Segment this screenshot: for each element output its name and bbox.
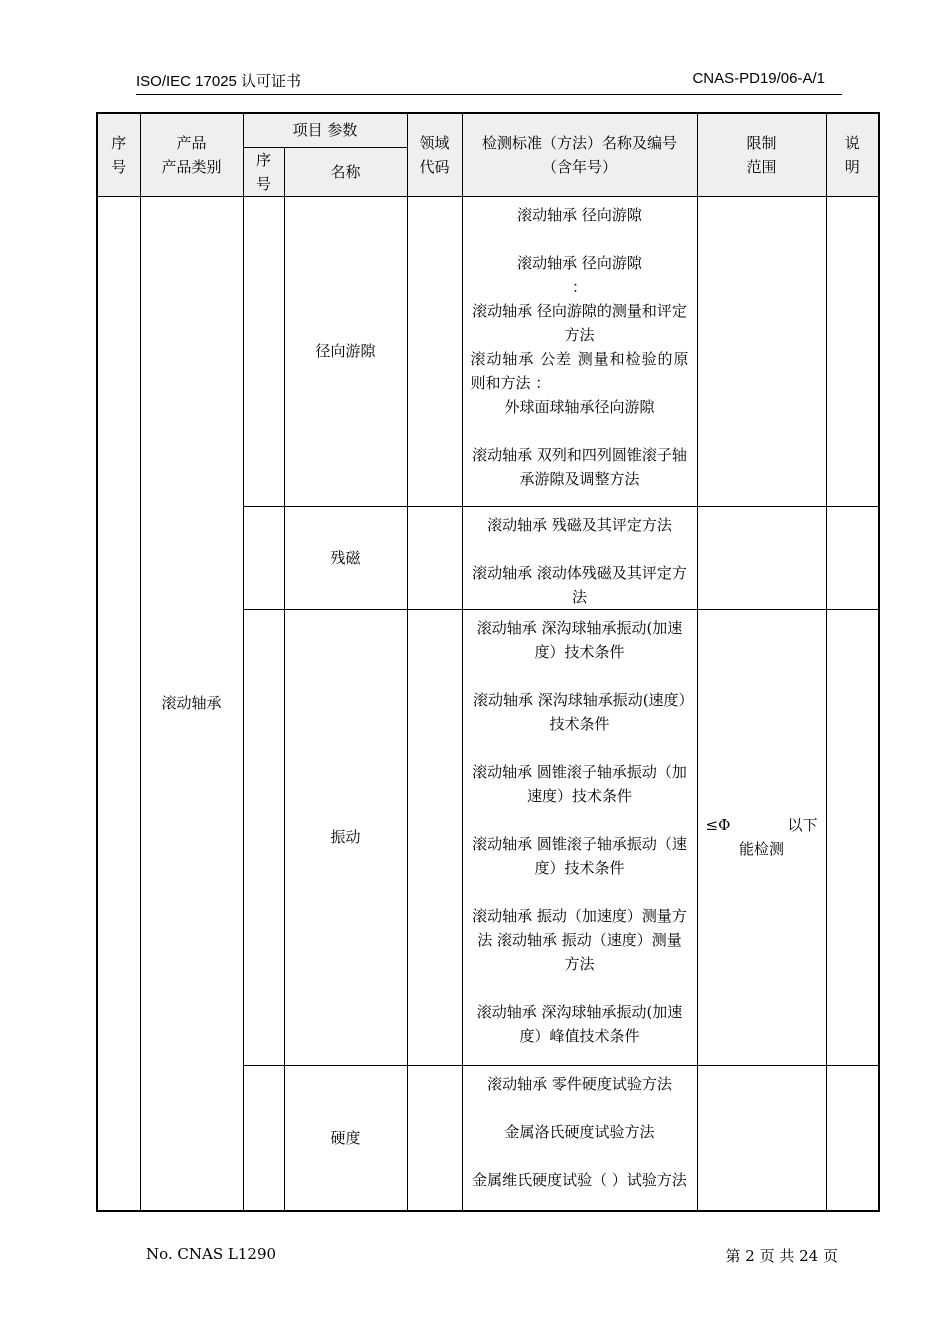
standard-item: 滚动轴承 振动（加速度）测量方法 滚动轴承 振动（速度）测量方法 bbox=[472, 906, 687, 973]
standard-item: 金属洛氏硬度试验方法 bbox=[504, 1122, 655, 1141]
product-category-cell: 滚动轴承 bbox=[140, 196, 243, 1211]
sub-seq-cell bbox=[243, 506, 284, 609]
field-code-cell bbox=[407, 609, 462, 1065]
param-name-cell: 径向游隙 bbox=[284, 196, 407, 506]
sub-seq-cell bbox=[243, 609, 284, 1065]
header-document-code: CNAS-PD19/06-A/1 bbox=[692, 70, 825, 87]
standard-item: 滚动轴承 深沟球轴承振动(速度）技术条件 bbox=[472, 690, 687, 733]
limit-detect: 能检测 bbox=[738, 840, 784, 858]
standards-cell bbox=[462, 196, 697, 506]
standard-item: 滚动轴承 圆锥滚子轴承振动（加速度）技术条件 bbox=[472, 762, 687, 805]
standard-item: 金属维氏硬度试验（ ）试验方法 bbox=[472, 1170, 687, 1189]
footer-page-number: 第 2 页 共 24 页 bbox=[725, 1247, 838, 1265]
standard-item: 滚动轴承 滚动体残磁及其评定方法 bbox=[472, 563, 687, 606]
col-sub-seq-header: 序号 bbox=[243, 147, 284, 196]
remark-cell bbox=[826, 196, 879, 506]
standard-item: 滚动轴承 零件硬度试验方法 bbox=[487, 1074, 672, 1093]
standard-item: 滚动轴承 深沟球轴承振动(加速度）峰值技术条件 bbox=[476, 1002, 683, 1045]
row-seq-cell bbox=[97, 196, 140, 1211]
limit-cell bbox=[697, 609, 826, 1065]
table-row bbox=[97, 196, 879, 506]
col-item-param-header: 项目 参数 bbox=[243, 113, 407, 147]
limit-cell bbox=[697, 196, 826, 506]
header-certificate-title: ISO/IEC 17025 认可证书 bbox=[136, 73, 302, 90]
standard-item: 滚动轴承 公差 测量和检验的原则和方法 ： bbox=[470, 349, 689, 392]
param-name-cell: 硬度 bbox=[284, 1065, 407, 1211]
standard-item: 滚动轴承 双列和四列圆锥滚子轴承游隙及调整方法 bbox=[472, 445, 687, 488]
remark-cell bbox=[826, 1065, 879, 1211]
field-code-cell bbox=[407, 506, 462, 609]
standard-item: 滚动轴承 圆锥滚子轴承振动（速度）技术条件 bbox=[472, 834, 687, 877]
standard-item: 滚动轴承 深沟球轴承振动(加速度）技术条件 bbox=[476, 618, 683, 661]
remark-cell bbox=[826, 506, 879, 609]
standards-cell bbox=[462, 609, 697, 1065]
col-field-code-header: 领域 代码 bbox=[407, 113, 462, 196]
param-name-cell: 振动 bbox=[284, 609, 407, 1065]
col-sub-name-header: 名称 bbox=[284, 147, 407, 196]
limit-below: 以下 bbox=[787, 816, 818, 834]
standard-item: 滚动轴承 径向游隙的测量和评定方法 bbox=[472, 301, 687, 344]
sub-seq-cell bbox=[243, 1065, 284, 1211]
standards-cell bbox=[462, 506, 697, 609]
col-product-header: 产品 产品类别 bbox=[140, 113, 243, 196]
col-seq-header: 序号 bbox=[97, 113, 140, 196]
field-code-cell bbox=[407, 1065, 462, 1211]
col-standard-header: 检测标准（方法）名称及编号 （含年号） bbox=[462, 113, 697, 196]
limit-symbol: ≤Φ bbox=[705, 816, 731, 834]
remark-cell bbox=[826, 609, 879, 1065]
param-name-cell: 残磁 bbox=[284, 506, 407, 609]
standard-item: 滚动轴承 径向游隙 ： bbox=[517, 253, 642, 296]
limit-cell bbox=[697, 1065, 826, 1211]
standards-cell bbox=[462, 1065, 697, 1211]
standard-item: 滚动轴承 径向游隙 bbox=[517, 205, 642, 224]
footer-certificate-number: No. CNAS L1290 bbox=[146, 1245, 277, 1263]
field-code-cell bbox=[407, 196, 462, 506]
col-remark-header: 说 明 bbox=[826, 113, 879, 196]
standard-item: 滚动轴承 残磁及其评定方法 bbox=[487, 515, 672, 534]
limit-cell bbox=[697, 506, 826, 609]
sub-seq-cell bbox=[243, 196, 284, 506]
col-limit-header: 限制 范围 bbox=[697, 113, 826, 196]
accreditation-table bbox=[96, 112, 880, 1212]
standard-item: 外球面球轴承径向游隙 bbox=[504, 397, 655, 416]
header-rule bbox=[136, 94, 842, 95]
